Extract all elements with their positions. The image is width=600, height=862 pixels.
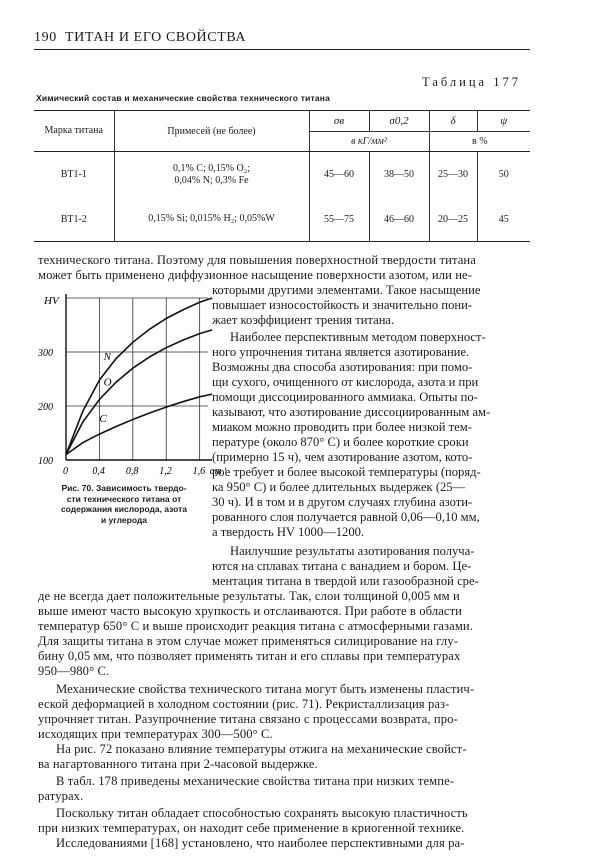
running-header bbox=[34, 30, 246, 46]
body-line: упрочняет титан. Разупрочнение титана связано с процессами возврата, про- bbox=[38, 712, 458, 726]
body-line: ва нагартованного титана при 2-часовой выдержке. bbox=[38, 757, 318, 771]
chart-curves bbox=[66, 298, 212, 455]
chart-grid bbox=[66, 294, 212, 460]
body-line: выше имеют часто высокую хрупкость и отслаиваются. При работе в области bbox=[38, 604, 463, 618]
x-tick-label: 1,6 bbox=[192, 466, 206, 477]
sigma-b-cell: 55—75 bbox=[309, 198, 369, 242]
curve-label-n: N bbox=[103, 351, 111, 364]
table-title: Химический состав и механические свойства технического титана bbox=[36, 93, 331, 103]
header-rule bbox=[34, 49, 530, 50]
body-line: Механические свойства технического титана могут быть изменены пластич- bbox=[56, 682, 475, 696]
y-tick-label: 200 bbox=[38, 402, 53, 413]
body-line: (примерно 15 ч), чем азотирование азотом, кото- bbox=[212, 450, 473, 464]
grade-cell: BT1-1 bbox=[60, 169, 87, 181]
psi-cell: 50 bbox=[477, 152, 530, 198]
x-tick-label: 0,4 bbox=[92, 466, 105, 477]
body-line: которыми другими элементами. Такое насыщение bbox=[212, 283, 481, 297]
psi-cell: 45 bbox=[477, 198, 530, 242]
body-line: рое требует и более высокой температуры (поряд- bbox=[212, 465, 481, 479]
x-axis-unit: ат bbox=[209, 466, 222, 477]
table-header-row bbox=[34, 111, 530, 132]
body-line: В табл. 178 приведены механические свойства титана при низких темпе- bbox=[56, 774, 455, 788]
hardness-chart bbox=[36, 284, 226, 484]
col-sigma-b-header: σв bbox=[309, 111, 369, 132]
body-line: ментация титана в твердой или газообразной сре- bbox=[212, 574, 479, 588]
col-psi-header: ψ bbox=[477, 111, 530, 132]
body-line: повышает износостойкость и значительно пони- bbox=[212, 298, 473, 312]
body-line: может быть применено диффузионное насыщение поверхности азотом, или не- bbox=[38, 268, 473, 282]
body-line: еской деформацией в холодном состоянии (рис. 71). Рекристаллизация раз- bbox=[38, 697, 450, 711]
properties-table bbox=[34, 110, 530, 242]
sigma-02-cell: 38—50 bbox=[369, 152, 429, 198]
body-line: щи сухого, очищенного от кислорода, азота и при bbox=[212, 375, 479, 389]
body-line: 950—980° C. bbox=[38, 664, 110, 678]
body-line: ратурах. bbox=[38, 789, 84, 803]
curve-label-o: O bbox=[103, 376, 112, 389]
body-line: На рис. 72 показано влияние температуры отжига на механические свойст- bbox=[56, 742, 467, 756]
body-line: ка 950° C) и более длительных выдержек (25— bbox=[212, 480, 466, 494]
body-line: ются на сплавах титана с ванадием и бором. Це- bbox=[212, 559, 472, 573]
body-line: помощи диссоциированного аммиака. Опыты по- bbox=[212, 390, 478, 404]
unit-percent: в % bbox=[429, 132, 530, 152]
x-tick-label: 0 bbox=[63, 466, 68, 477]
impurities-cell: 0,15% Si; 0,015% H₂; 0,05%W bbox=[114, 198, 309, 242]
curve-o bbox=[66, 330, 212, 455]
y-tick-label: 100 bbox=[38, 456, 53, 467]
body-line: 30 ч). И в том и в другом случаях глубина азоти- bbox=[212, 495, 473, 509]
sigma-b-cell: 45—60 bbox=[309, 152, 369, 198]
figure-70 bbox=[36, 284, 226, 484]
table-row bbox=[34, 198, 530, 242]
body-line: де не всегда дает положительные результаты. Так, слои толщиной 0,005 мм и bbox=[38, 589, 460, 603]
table-row bbox=[34, 152, 530, 198]
figure-caption: Рис. 70. Зависимость твердо- сти технического титана от содержания кислорода, азота и углерода bbox=[60, 483, 188, 525]
col-delta-header: δ bbox=[429, 111, 477, 132]
curve-label-c: C bbox=[99, 413, 107, 426]
body-line: температур 650° C и выше происходит реакция титана с атмосферными газами. bbox=[38, 619, 473, 633]
body-line: жает коэффициент трения титана. bbox=[212, 313, 395, 327]
body-line: Исследованиями [168] установлено, что наиболее перспективными для ра- bbox=[56, 836, 465, 850]
body-line: рованного слоя получается равной 0,06—0,10 мм, bbox=[212, 510, 480, 524]
body-line: пературе (около 870° C) и более короткие сроки bbox=[212, 435, 469, 449]
x-tick-label: 1,2 bbox=[159, 466, 172, 477]
body-line: Наилучшие результаты азотирования получа- bbox=[230, 544, 475, 558]
body-line: миаком можно проводить при более низкой тем- bbox=[212, 420, 472, 434]
body-line: исходящих при температурах 300—500° C. bbox=[38, 727, 273, 741]
body-line: Для защиты титана в этом случае может применяться силицирование на глу- bbox=[38, 634, 459, 648]
col-sigma-02-header: σ0,2 bbox=[369, 111, 429, 132]
impurities-cell: 0,1% C; 0,15% O₂; 0,04% N; 0,3% Fe bbox=[114, 152, 309, 198]
delta-cell: 20—25 bbox=[429, 198, 477, 242]
sigma-02-cell: 46—60 bbox=[369, 198, 429, 242]
body-line: казывают, что азотирование диссоциированным ам- bbox=[212, 405, 491, 419]
x-tick-label: 0,8 bbox=[125, 466, 139, 477]
delta-cell: 25—30 bbox=[429, 152, 477, 198]
body-line: Наиболее перспективным методом поверхност- bbox=[230, 330, 486, 344]
col-grade-header: Марка титана bbox=[34, 111, 114, 152]
body-line: Возможны два способа азотирования: при помо- bbox=[212, 360, 473, 374]
body-line: бину 0,05 мм, что позволяет применять титан и его сплавы при температурах bbox=[38, 649, 461, 663]
page-number: 190 bbox=[34, 30, 57, 45]
y-tick-label: 300 bbox=[38, 348, 53, 359]
curve-n bbox=[66, 298, 212, 455]
body-line: ного упрочнения титана является азотирование. bbox=[212, 345, 470, 359]
unit-stress: в кГ/мм² bbox=[309, 132, 429, 152]
grade-cell: BT1-2 bbox=[34, 198, 114, 242]
body-line: при низких температурах, он находит себе применение в криогенной технике. bbox=[38, 821, 465, 835]
body-line: Поскольку титан обладает способностью сохранять высокую пластичность bbox=[56, 806, 468, 820]
y-axis-label: HV bbox=[44, 295, 59, 307]
table-number: Таблица 177 bbox=[422, 75, 521, 89]
col-impurities-header: Примесей (не более) bbox=[114, 111, 309, 152]
running-title: ТИТАН И ЕГО СВОЙСТВА bbox=[65, 30, 247, 45]
body-line: технического титана. Поэтому для повышения поверхностной твердости титана bbox=[38, 253, 476, 267]
body-line: а твердость HV 1000—1200. bbox=[212, 525, 365, 539]
